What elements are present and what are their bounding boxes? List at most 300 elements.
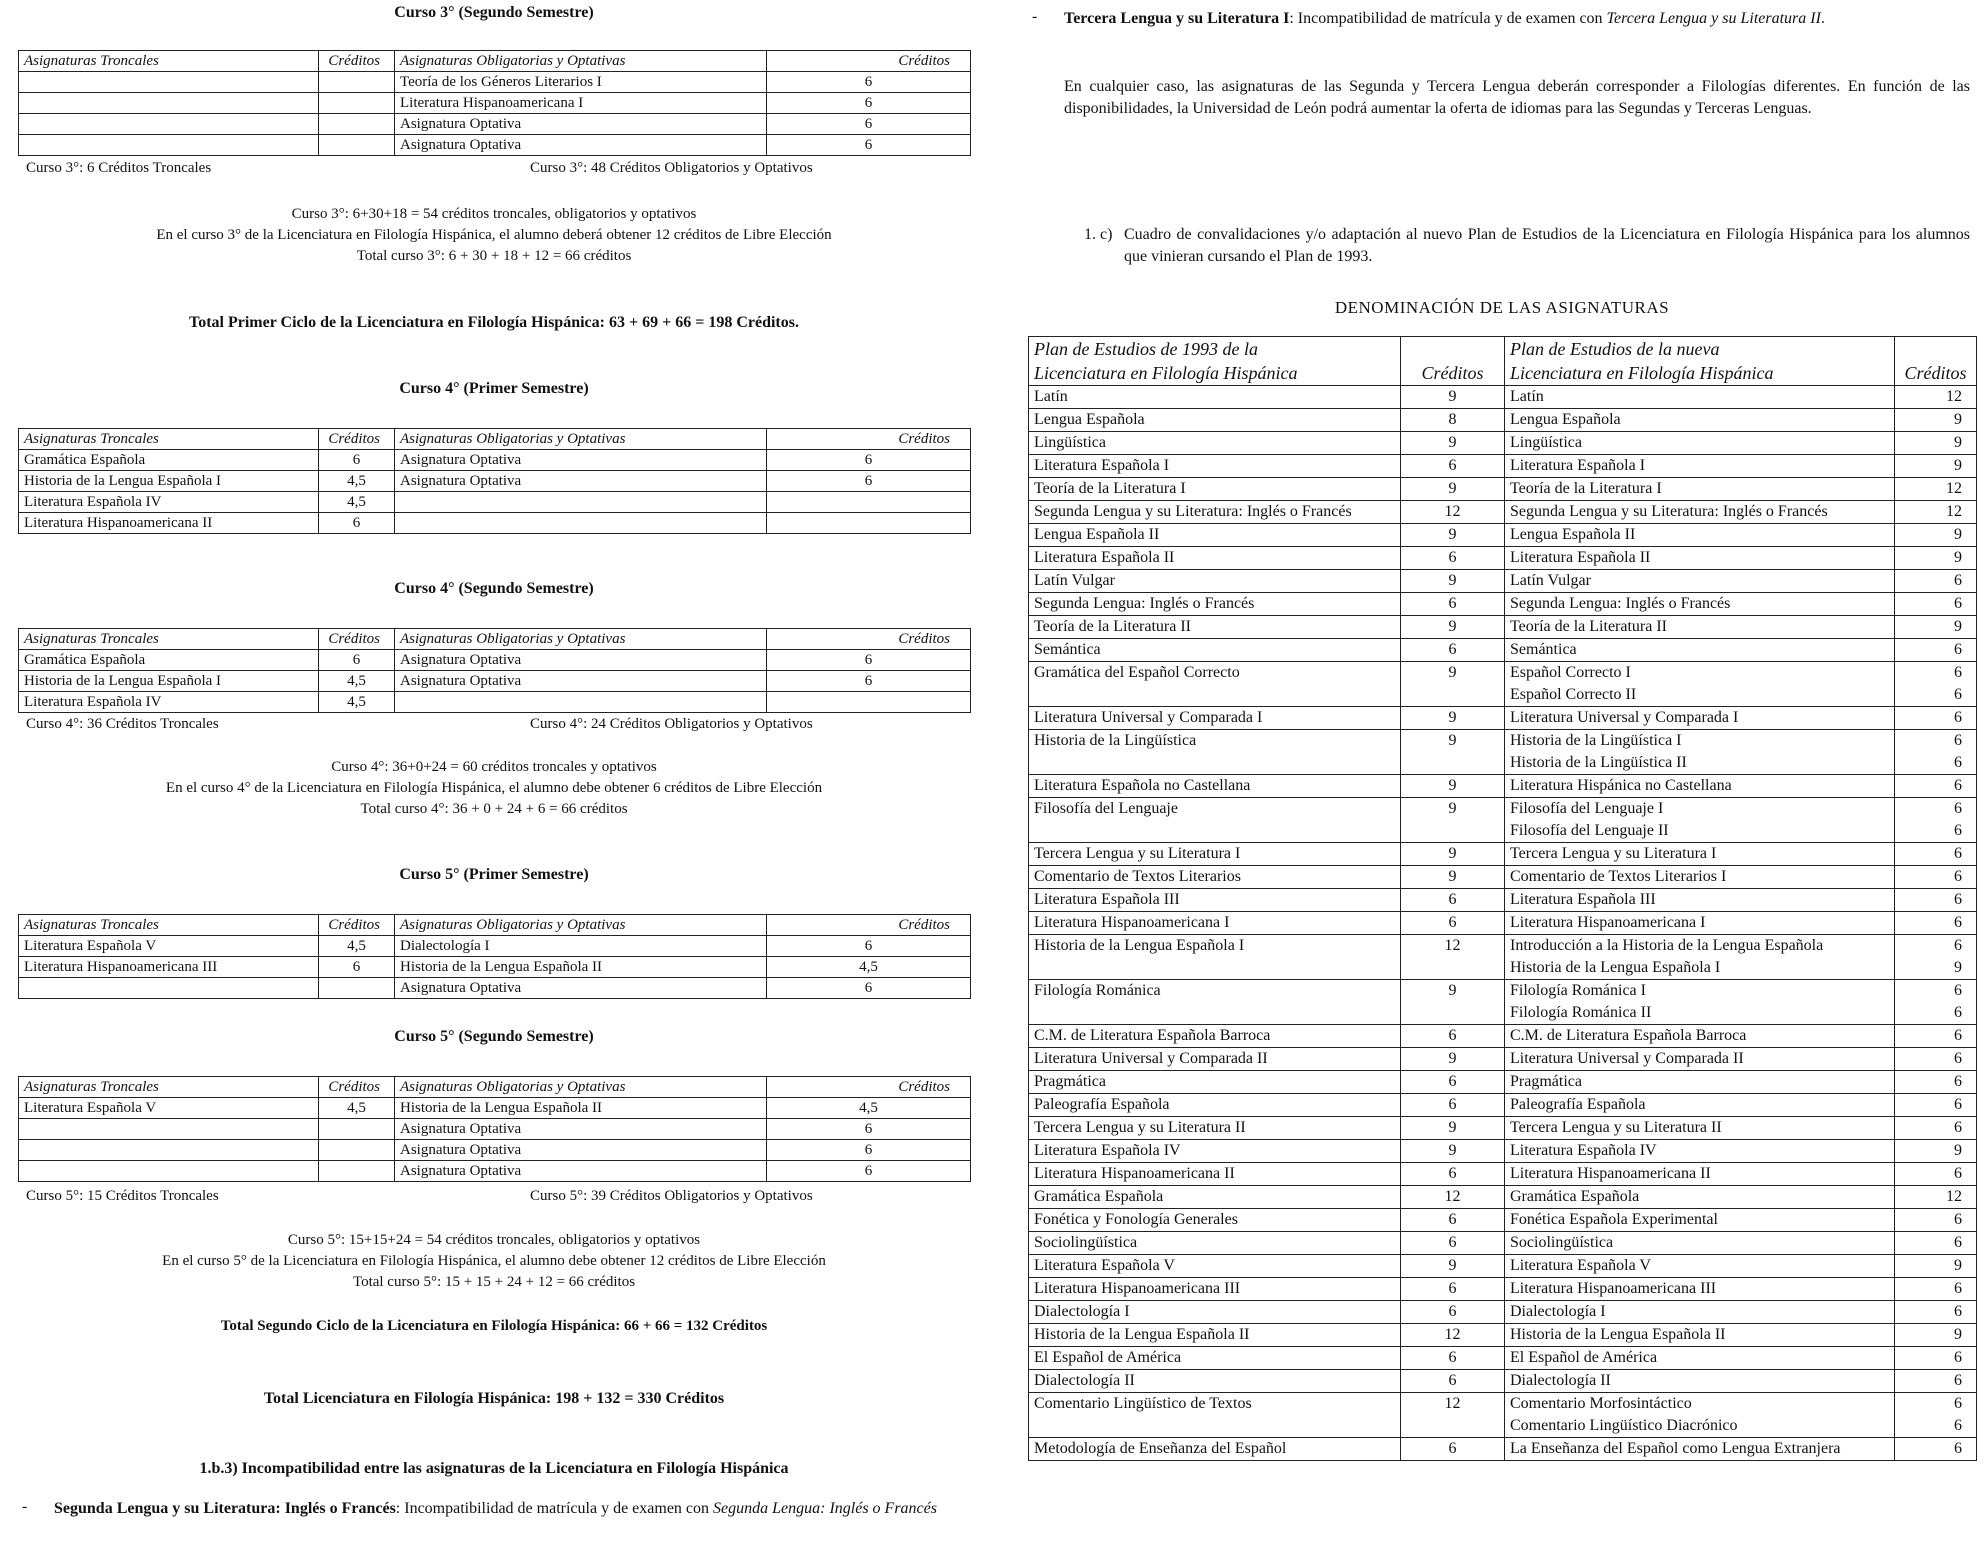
course-table-header xyxy=(19,51,971,72)
new-subject xyxy=(1505,639,1895,662)
optional-credits: 4,5 xyxy=(767,957,971,978)
new-subject-line: Filología Románica II xyxy=(1510,1004,1652,1021)
course-3-sem-2-title: Curso 3° (Segundo Semestre) xyxy=(394,4,594,21)
new-subject xyxy=(1505,1393,1895,1438)
convalidation-row xyxy=(1029,478,1977,501)
optional-credits: 6 xyxy=(767,450,971,471)
obligatorias-header: Asignaturas Obligatorias y Optativas xyxy=(395,629,767,650)
new-credits xyxy=(1895,455,1977,478)
new-subject-line: Comentario Lingüístico Diacrónico xyxy=(1510,1417,1738,1434)
table-row xyxy=(19,135,971,156)
optional-credits: 6 xyxy=(767,72,971,93)
new-credits-line: 6 xyxy=(1954,1349,1962,1366)
old-credits: 12 xyxy=(1401,501,1505,524)
old-subject: Filología Románica xyxy=(1029,980,1401,1025)
troncal-credits: 4,5 xyxy=(319,936,395,957)
course-3-summary-line-1: Curso 3°: 6+30+18 = 54 créditos troncales, obligatorios y optativos xyxy=(291,206,697,222)
old-credits: 9 xyxy=(1401,570,1505,593)
old-credits: 6 xyxy=(1401,1209,1505,1232)
new-subject-line: Filología Románica I xyxy=(1510,982,1646,999)
table-row xyxy=(19,671,971,692)
new-subject-line: Literatura Hispanoamericana I xyxy=(1510,914,1706,931)
new-credits xyxy=(1895,912,1977,935)
convalidation-row xyxy=(1029,1048,1977,1071)
optional-credits: 6 xyxy=(767,936,971,957)
new-credits-line: 6 xyxy=(1954,800,1962,817)
new-credits-line: 9 xyxy=(1954,959,1962,976)
new-subject xyxy=(1505,866,1895,889)
course-3-summary xyxy=(14,204,974,267)
new-subject-line: Comentario Morfosintáctico xyxy=(1510,1395,1692,1412)
new-credits xyxy=(1895,432,1977,455)
new-subject-line: Dialectología II xyxy=(1510,1372,1611,1389)
new-credits-line: 6 xyxy=(1954,822,1962,839)
old-credits: 12 xyxy=(1401,1324,1505,1347)
course-4-obligatorios-note: Curso 4°: 24 Créditos Obligatorios y Optativos xyxy=(530,716,813,732)
troncales-credits-header: Créditos xyxy=(319,1077,395,1098)
new-credits-line: 6 xyxy=(1954,1165,1962,1182)
new-subject-line: Teoría de la Literatura II xyxy=(1510,618,1668,635)
optional-credits: 6 xyxy=(767,135,971,156)
new-credits-line: 9 xyxy=(1954,1326,1962,1343)
new-credits-line: 6 xyxy=(1954,1234,1962,1251)
optional-credits: 6 xyxy=(767,1161,971,1182)
new-subject-line: Literatura Española III xyxy=(1510,891,1656,908)
optional-subject: Asignatura Optativa xyxy=(395,671,767,692)
convalidation-row xyxy=(1029,1140,1977,1163)
troncal-credits xyxy=(319,978,395,999)
troncal-credits: 6 xyxy=(319,450,395,471)
convalidation-row xyxy=(1029,935,1977,980)
new-subject-line: Literatura Española V xyxy=(1510,1257,1651,1274)
optional-subject: Asignatura Optativa xyxy=(395,450,767,471)
troncal-subject xyxy=(19,93,319,114)
course-4-sem-2-title: Curso 4° (Segundo Semestre) xyxy=(394,580,594,597)
course-table-header xyxy=(19,629,971,650)
old-subject: Lengua Española xyxy=(1029,409,1401,432)
troncal-credits: 4,5 xyxy=(319,492,395,513)
troncal-credits: 4,5 xyxy=(319,1098,395,1119)
incompatibility-subject: Tercera Lengua y su Literatura I xyxy=(1064,10,1290,27)
new-subject xyxy=(1505,1094,1895,1117)
troncal-subject xyxy=(19,1161,319,1182)
old-subject: Literatura Hispanoamericana I xyxy=(1029,912,1401,935)
convalidation-row xyxy=(1029,570,1977,593)
course-table-header xyxy=(19,429,971,450)
incompatibility-with: Segunda Lengua: Inglés o Francés xyxy=(713,1500,937,1517)
new-credits xyxy=(1895,935,1977,980)
optional-subject: Asignatura Optativa xyxy=(395,1119,767,1140)
old-subject: Literatura Española IV xyxy=(1029,1140,1401,1163)
course-5-summary-line-2: En el curso 5° de la Licenciatura en Filología Hispánica, el alumno debe obtener 12 créditos de Libre Elección xyxy=(162,1253,826,1269)
new-subject xyxy=(1505,1071,1895,1094)
troncal-subject xyxy=(19,135,319,156)
new-credits-line: 6 xyxy=(1954,1417,1962,1434)
troncal-subject: Historia de la Lengua Española I xyxy=(19,471,319,492)
new-credits xyxy=(1895,798,1977,843)
old-subject: Filosofía del Lenguaje xyxy=(1029,798,1401,843)
old-subject: Literatura Española no Castellana xyxy=(1029,775,1401,798)
old-subject: Tercera Lengua y su Literatura II xyxy=(1029,1117,1401,1140)
course-4-summary-line-1: Curso 4°: 36+0+24 = 60 créditos troncales y optativos xyxy=(331,759,657,775)
new-credits-line: 9 xyxy=(1954,434,1962,451)
convalidation-row xyxy=(1029,1025,1977,1048)
troncales-credits-header: Créditos xyxy=(319,915,395,936)
old-credits: 9 xyxy=(1401,707,1505,730)
new-subject-line: Filosofía del Lenguaje I xyxy=(1510,800,1664,817)
old-credits: 6 xyxy=(1401,1370,1505,1393)
old-plan-header-line-1: Plan de Estudios de 1993 de la xyxy=(1034,339,1258,359)
troncal-credits xyxy=(319,135,395,156)
new-credits-line: 12 xyxy=(1946,1188,1962,1205)
old-plan-header xyxy=(1029,337,1401,386)
old-subject: Literatura Universal y Comparada I xyxy=(1029,707,1401,730)
table-row xyxy=(19,1140,971,1161)
convalidation-row xyxy=(1029,980,1977,1025)
old-credits: 12 xyxy=(1401,935,1505,980)
convalidation-row xyxy=(1029,1370,1977,1393)
optional-subject: Dialectología I xyxy=(395,936,767,957)
old-credits: 6 xyxy=(1401,1347,1505,1370)
convalidation-row xyxy=(1029,775,1977,798)
new-subject xyxy=(1505,501,1895,524)
obligatorias-credits-header: Créditos xyxy=(767,915,971,936)
new-subject xyxy=(1505,432,1895,455)
old-credits: 9 xyxy=(1401,386,1505,409)
table-row xyxy=(19,1161,971,1182)
table-row xyxy=(19,72,971,93)
old-credits: 9 xyxy=(1401,662,1505,707)
new-credits xyxy=(1895,1071,1977,1094)
course-5-sem-1-title: Curso 5° (Primer Semestre) xyxy=(399,866,589,883)
convalidation-row xyxy=(1029,1255,1977,1278)
convalidation-row xyxy=(1029,1117,1977,1140)
table-row xyxy=(19,978,971,999)
old-subject: Gramática del Español Correcto xyxy=(1029,662,1401,707)
new-subject xyxy=(1505,478,1895,501)
new-credits xyxy=(1895,478,1977,501)
old-subject: Historia de la Lengua Española II xyxy=(1029,1324,1401,1347)
new-subject-line: Español Correcto II xyxy=(1510,686,1637,703)
new-credits-line: 6 xyxy=(1954,914,1962,931)
new-credits-line: 6 xyxy=(1954,754,1962,771)
old-subject: Literatura Universal y Comparada II xyxy=(1029,1048,1401,1071)
new-credits-line: 6 xyxy=(1954,1280,1962,1297)
convalidation-row xyxy=(1029,866,1977,889)
optional-credits xyxy=(767,513,971,534)
troncal-subject: Literatura Hispanoamericana II xyxy=(19,513,319,534)
new-credits xyxy=(1895,1209,1977,1232)
old-subject: Lengua Española II xyxy=(1029,524,1401,547)
convalidation-row xyxy=(1029,1347,1977,1370)
obligatorias-header: Asignaturas Obligatorias y Optativas xyxy=(395,915,767,936)
total-licenciatura: Total Licenciatura en Filología Hispánica: 198 + 132 = 330 Créditos xyxy=(263,1390,725,1407)
convalidation-row xyxy=(1029,639,1977,662)
troncal-subject: Literatura Hispanoamericana III xyxy=(19,957,319,978)
course-3-summary-line-2: En el curso 3° de la Licenciatura en Filología Hispánica, el alumno deberá obtener 12 créditos de Libre Elección xyxy=(156,227,832,243)
old-subject: Gramática Española xyxy=(1029,1186,1401,1209)
old-credits: 6 xyxy=(1401,1301,1505,1324)
new-credits xyxy=(1895,662,1977,707)
languages-paragraph: En cualquier caso, las asignaturas de las Segunda y Tercera Lengua deberán corresponder a Filologías diferentes. En función de las disponibilidades, la Universidad de León podrá aumentar la oferta de idiomas para las Segundas y Terceras Lenguas. xyxy=(1064,78,1970,117)
new-subject-line: Semántica xyxy=(1510,641,1577,658)
new-credits xyxy=(1895,1370,1977,1393)
troncal-credits: 6 xyxy=(319,957,395,978)
new-subject xyxy=(1505,707,1895,730)
new-subject xyxy=(1505,1025,1895,1048)
optional-subject: Asignatura Optativa xyxy=(395,1140,767,1161)
old-credits: 6 xyxy=(1401,1025,1505,1048)
course-5-summary xyxy=(14,1230,974,1293)
troncales-header: Asignaturas Troncales xyxy=(19,629,319,650)
optional-subject: Literatura Hispanoamericana I xyxy=(395,93,767,114)
new-subject xyxy=(1505,730,1895,775)
table-row xyxy=(19,692,971,713)
new-subject xyxy=(1505,1048,1895,1071)
new-subject xyxy=(1505,1232,1895,1255)
new-credits-line: 6 xyxy=(1954,1395,1962,1412)
troncal-subject: Gramática Española xyxy=(19,650,319,671)
convalidation-row xyxy=(1029,524,1977,547)
new-subject-line: Fonética Española Experimental xyxy=(1510,1211,1718,1228)
new-subject-line: Historia de la Lingüística I xyxy=(1510,732,1682,749)
new-credits-line: 6 xyxy=(1954,1211,1962,1228)
optional-credits: 6 xyxy=(767,471,971,492)
new-credits-line: 6 xyxy=(1954,845,1962,862)
optional-subject: Asignatura Optativa xyxy=(395,1161,767,1182)
course-3-obligatorios-note: Curso 3°: 48 Créditos Obligatorios y Optativos xyxy=(530,160,813,176)
new-credits xyxy=(1895,1324,1977,1347)
troncal-credits: 4,5 xyxy=(319,692,395,713)
new-credits xyxy=(1895,1186,1977,1209)
new-subject-line: El Español de América xyxy=(1510,1349,1658,1366)
new-subject xyxy=(1505,1117,1895,1140)
convalidation-table xyxy=(1028,336,1977,1461)
course-5-sem-2-title: Curso 5° (Segundo Semestre) xyxy=(394,1028,594,1045)
new-credits xyxy=(1895,843,1977,866)
old-subject: Latín xyxy=(1029,386,1401,409)
incompatibility-with: Tercera Lengua y su Literatura II xyxy=(1606,10,1821,27)
troncal-credits xyxy=(319,1140,395,1161)
troncal-subject xyxy=(19,1140,319,1161)
incompatibility-text: : Incompatibilidad de matrícula y de examen con xyxy=(395,1500,714,1517)
new-credits xyxy=(1895,730,1977,775)
new-credits xyxy=(1895,1140,1977,1163)
new-credits-line: 6 xyxy=(1954,891,1962,908)
optional-subject: Asignatura Optativa xyxy=(395,471,767,492)
table-row xyxy=(19,471,971,492)
new-credits xyxy=(1895,1347,1977,1370)
new-credits xyxy=(1895,1255,1977,1278)
new-subject xyxy=(1505,616,1895,639)
optional-credits: 6 xyxy=(767,93,971,114)
course-4-summary xyxy=(14,757,974,820)
new-credits xyxy=(1895,639,1977,662)
old-credits: 6 xyxy=(1401,1071,1505,1094)
course-3-troncales-note: Curso 3°: 6 Créditos Troncales xyxy=(26,160,212,176)
old-plan-header-line-2: Licenciatura en Filología Hispánica xyxy=(1034,363,1298,383)
new-credits xyxy=(1895,707,1977,730)
troncal-subject xyxy=(19,114,319,135)
old-subject: Historia de la Lengua Española I xyxy=(1029,935,1401,980)
course-5-summary-line-1: Curso 5°: 15+15+24 = 54 créditos troncales, obligatorios y optativos xyxy=(287,1232,701,1248)
new-credits-line: 6 xyxy=(1954,1119,1962,1136)
new-subject xyxy=(1505,889,1895,912)
optional-credits: 6 xyxy=(767,1140,971,1161)
incompatibility-item-2 xyxy=(1064,8,1964,30)
old-credits: 9 xyxy=(1401,524,1505,547)
new-subject xyxy=(1505,547,1895,570)
old-subject: Dialectología I xyxy=(1029,1301,1401,1324)
old-credits: 6 xyxy=(1401,889,1505,912)
new-subject-line: Literatura Española I xyxy=(1510,457,1646,474)
old-subject: Teoría de la Literatura I xyxy=(1029,478,1401,501)
optional-subject: Teoría de los Géneros Literarios I xyxy=(395,72,767,93)
convalidation-row xyxy=(1029,1232,1977,1255)
new-credits xyxy=(1895,409,1977,432)
course-4-troncales-note: Curso 4°: 36 Créditos Troncales xyxy=(26,716,219,732)
new-credits-line: 9 xyxy=(1954,549,1962,566)
old-credits: 9 xyxy=(1401,432,1505,455)
new-subject-line: Lingüística xyxy=(1510,434,1582,451)
course-table-header xyxy=(19,1077,971,1098)
old-credits: 6 xyxy=(1401,1278,1505,1301)
convalidation-row xyxy=(1029,1186,1977,1209)
optional-subject: Historia de la Lengua Española II xyxy=(395,1098,767,1119)
convalidation-row xyxy=(1029,1301,1977,1324)
old-subject: Paleografía Española xyxy=(1029,1094,1401,1117)
old-subject: Historia de la Lingüística xyxy=(1029,730,1401,775)
new-subject-line: Literatura Española IV xyxy=(1510,1142,1657,1159)
troncal-subject xyxy=(19,1119,319,1140)
new-credits-line: 9 xyxy=(1954,411,1962,428)
new-subject xyxy=(1505,1347,1895,1370)
optional-credits: 6 xyxy=(767,114,971,135)
new-subject xyxy=(1505,1278,1895,1301)
convalidation-row xyxy=(1029,1438,1977,1461)
new-subject-line: Literatura Española II xyxy=(1510,549,1651,566)
optional-subject xyxy=(395,492,767,513)
convalidation-row xyxy=(1029,455,1977,478)
table-row xyxy=(19,114,971,135)
new-credits xyxy=(1895,547,1977,570)
convalidation-row xyxy=(1029,798,1977,843)
new-credits xyxy=(1895,1163,1977,1186)
optional-subject: Asignatura Optativa xyxy=(395,114,767,135)
new-credits-line: 6 xyxy=(1954,641,1962,658)
troncal-credits: 4,5 xyxy=(319,471,395,492)
right-column xyxy=(1028,0,1978,1555)
new-credits-line: 6 xyxy=(1954,595,1962,612)
course-5-sem-2-table xyxy=(18,1076,971,1182)
period: . xyxy=(1820,10,1825,27)
new-credits-line: 6 xyxy=(1954,572,1962,589)
new-credits xyxy=(1895,501,1977,524)
incompatibility-subject: Segunda Lengua y su Literatura: Inglés o Francés xyxy=(54,1500,396,1517)
incompatibility-text: : Incompatibilidad de matrícula y de examen con xyxy=(1289,10,1607,27)
new-subject-line: Latín xyxy=(1510,388,1544,405)
new-credits xyxy=(1895,1301,1977,1324)
new-subject-line: Latín Vulgar xyxy=(1510,572,1591,589)
old-credits: 9 xyxy=(1401,1255,1505,1278)
troncal-credits: 6 xyxy=(319,513,395,534)
obligatorias-credits-header: Créditos xyxy=(767,429,971,450)
convalidation-row xyxy=(1029,1094,1977,1117)
convalidation-row xyxy=(1029,912,1977,935)
optional-credits: 6 xyxy=(767,671,971,692)
new-subject xyxy=(1505,843,1895,866)
new-credits-line: 9 xyxy=(1954,618,1962,635)
old-credits: 6 xyxy=(1401,547,1505,570)
new-credits xyxy=(1895,1438,1977,1461)
convalidation-row xyxy=(1029,1324,1977,1347)
troncal-subject: Historia de la Lengua Española I xyxy=(19,671,319,692)
incompatibility-item-1 xyxy=(54,1498,954,1520)
old-subject: Literatura Hispanoamericana II xyxy=(1029,1163,1401,1186)
new-subject xyxy=(1505,524,1895,547)
new-credits xyxy=(1895,980,1977,1025)
new-subject xyxy=(1505,1186,1895,1209)
new-subject-line: Filosofía del Lenguaje II xyxy=(1510,822,1669,839)
new-plan-header xyxy=(1505,337,1895,386)
convalidation-row xyxy=(1029,593,1977,616)
new-credits xyxy=(1895,524,1977,547)
new-subject-line: Tercera Lengua y su Literatura II xyxy=(1510,1119,1722,1136)
total-primer-ciclo: Total Primer Ciclo de la Licenciatura en Filología Hispánica: 63 + 69 + 66 = 198 Créditos. xyxy=(189,314,799,331)
table-row xyxy=(19,650,971,671)
course-4-sem-1-table xyxy=(18,428,971,534)
list-dash: - xyxy=(1032,8,1038,25)
old-subject: C.M. de Literatura Española Barroca xyxy=(1029,1025,1401,1048)
total-segundo-ciclo: Total Segundo Ciclo de la Licenciatura en Filología Hispánica: 66 + 66 = 132 Créditos xyxy=(220,1318,768,1334)
old-credits: 9 xyxy=(1401,730,1505,775)
new-subject xyxy=(1505,386,1895,409)
old-credits: 9 xyxy=(1401,980,1505,1025)
course-4-summary-line-2: En el curso 4° de la Licenciatura en Filología Hispánica, el alumno debe obtener 6 créditos de Libre Elección xyxy=(165,780,823,796)
new-subject-line: La Enseñanza del Español como Lengua Extranjera xyxy=(1510,1440,1841,1457)
new-credits xyxy=(1895,1278,1977,1301)
new-subject-line: Literatura Hispanoamericana III xyxy=(1510,1280,1717,1297)
new-subject xyxy=(1505,980,1895,1025)
point-c-number: 1. c) xyxy=(1084,226,1113,243)
new-subject-line: Literatura Universal y Comparada II xyxy=(1510,1050,1744,1067)
optional-credits: 6 xyxy=(767,650,971,671)
new-subject-line: Comentario de Textos Literarios I xyxy=(1510,868,1727,885)
new-credits-line: 6 xyxy=(1954,1440,1962,1457)
convalidation-row xyxy=(1029,1278,1977,1301)
convalidation-row xyxy=(1029,707,1977,730)
new-credits xyxy=(1895,570,1977,593)
new-subject-line: Literatura Universal y Comparada I xyxy=(1510,709,1739,726)
new-subject xyxy=(1505,1209,1895,1232)
old-credits: 8 xyxy=(1401,409,1505,432)
new-credits-line: 9 xyxy=(1954,1257,1962,1274)
old-subject: Literatura Española I xyxy=(1029,455,1401,478)
troncal-subject: Gramática Española xyxy=(19,450,319,471)
new-subject-line: Pragmática xyxy=(1510,1073,1582,1090)
new-subject-line: Dialectología I xyxy=(1510,1303,1606,1320)
new-credits xyxy=(1895,1393,1977,1438)
troncales-credits-header: Créditos xyxy=(319,629,395,650)
troncales-header: Asignaturas Troncales xyxy=(19,51,319,72)
new-credits-line: 9 xyxy=(1954,526,1962,543)
old-credits: 9 xyxy=(1401,1117,1505,1140)
optional-subject: Asignatura Optativa xyxy=(395,650,767,671)
new-credits-line: 9 xyxy=(1954,1142,1962,1159)
old-credits: 9 xyxy=(1401,775,1505,798)
optional-subject: Historia de la Lengua Española II xyxy=(395,957,767,978)
new-subject xyxy=(1505,1301,1895,1324)
